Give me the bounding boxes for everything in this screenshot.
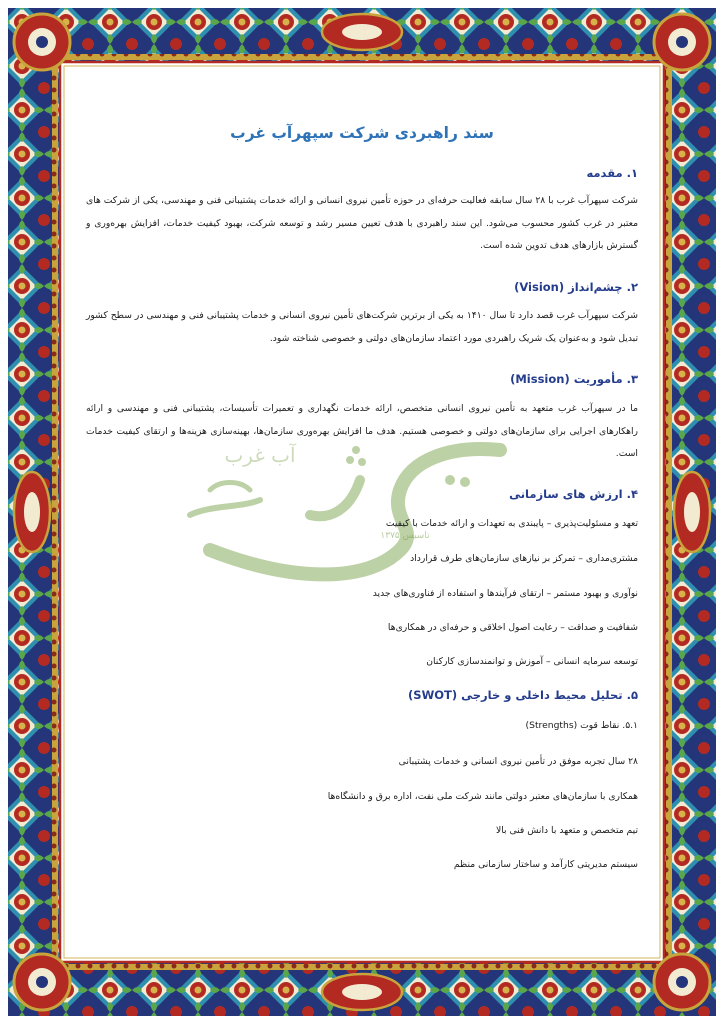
values-list-item: تعهد و مسئولیت‌پذیری – پایبندی به تعهدات و ارائه خدمات با کیفیت bbox=[385, 518, 638, 529]
values-list-item: مشتری‌مداری – تمرکز بر نیازهای سازمان‌های طرف قرارداد bbox=[410, 553, 638, 564]
swot-heading: ۵. تحلیل محیط داخلی و خارجی (SWOT) bbox=[408, 688, 638, 702]
svg-text:آب غرب: آب غرب bbox=[224, 443, 296, 467]
vision-paragraph: شرکت سپهرآب غرب قصد دارد تا سال ۱۴۱۰ به یکی از برترین شرکت‌های تأمین نیروی انسانی و خدمات پشتیبانی فنی و مهندسی در سطح کشور تبدیل شود و به‌عنوان یک شریک راهبردی مورد اعتماد سازمان‌های دولتی و خصوصی شناخته شود. bbox=[86, 310, 638, 344]
mission-heading: ۳. مأموریت (Mission) bbox=[510, 372, 638, 386]
intro-heading: ۱. مقدمه bbox=[586, 166, 638, 180]
document-title: سند راهبردی شرکت سپهرآب غرب bbox=[230, 124, 494, 142]
document-content bbox=[86, 0, 638, 1024]
values-list-item: شفافیت و صداقت – رعایت اصول اخلاقی و حرفه‌ای در همکاری‌ها bbox=[387, 622, 638, 633]
strengths-list-item: تیم متخصص و متعهد با دانش فنی بالا bbox=[495, 825, 638, 836]
intro-paragraph: شرکت سپهرآب غرب با ۲۸ سال سابقه فعالیت حرفه‌ای در حوزه تأمین نیروی انسانی و ارائه خدمات پشتیبانی فنی و مهندسی، یکی از شرکت های معتبر در غرب کشور محسوب می‌شود. این سند راهبردی با هدف تعیین مسیر رشد و توسعه شرکت، بهبود کیفیت خدمات، افزایش بهره‌وری و گسترش بازارهای هدف تدوین شده است. bbox=[86, 195, 638, 251]
vision-heading: ۲. چشم‌انداز (Vision) bbox=[514, 280, 638, 294]
strengths-list-item: همکاری با سازمان‌های معتبر دولتی مانند شرکت ملی نفت، اداره برق و دانشگاه‌ها bbox=[327, 791, 638, 802]
values-heading: ۴. ارزش های سازمانی bbox=[509, 487, 638, 501]
values-list-item: توسعه سرمایه انسانی – آموزش و توانمندسازی کارکنان bbox=[426, 656, 638, 667]
values-list-item: نوآوری و بهبود مستمر – ارتقای فرآیندها و استفاده از فناوری‌های جدید bbox=[372, 588, 638, 599]
strengths-subheading: ۵.۱. نقاط قوت (Strengths) bbox=[525, 720, 638, 731]
svg-text:تاسیس ۱۳۷۵: تاسیس ۱۳۷۵ bbox=[380, 531, 430, 541]
strengths-list-item: سیستم مدیریتی کارآمد و ساختار سازمانی منظم bbox=[453, 859, 638, 870]
strengths-list-item: ۲۸ سال تجربه موفق در تأمین نیروی انسانی و خدمات پشتیبانی bbox=[398, 756, 638, 767]
mission-paragraph: ما در سپهرآب غرب متعهد به تأمین نیروی انسانی متخصص، ارائه خدمات نگهداری و تعمیرات تأسیسات، پشتیبانی فنی و مهندسی و ارائه راهکارهای اجرایی برای سازمان‌های دولتی و خصوصی هستیم. هدف ما افزایش بهره‌وری سازمان‌ها، بهینه‌سازی هزینه‌ها و ارتقای کیفیت خدمات است. bbox=[86, 403, 638, 459]
